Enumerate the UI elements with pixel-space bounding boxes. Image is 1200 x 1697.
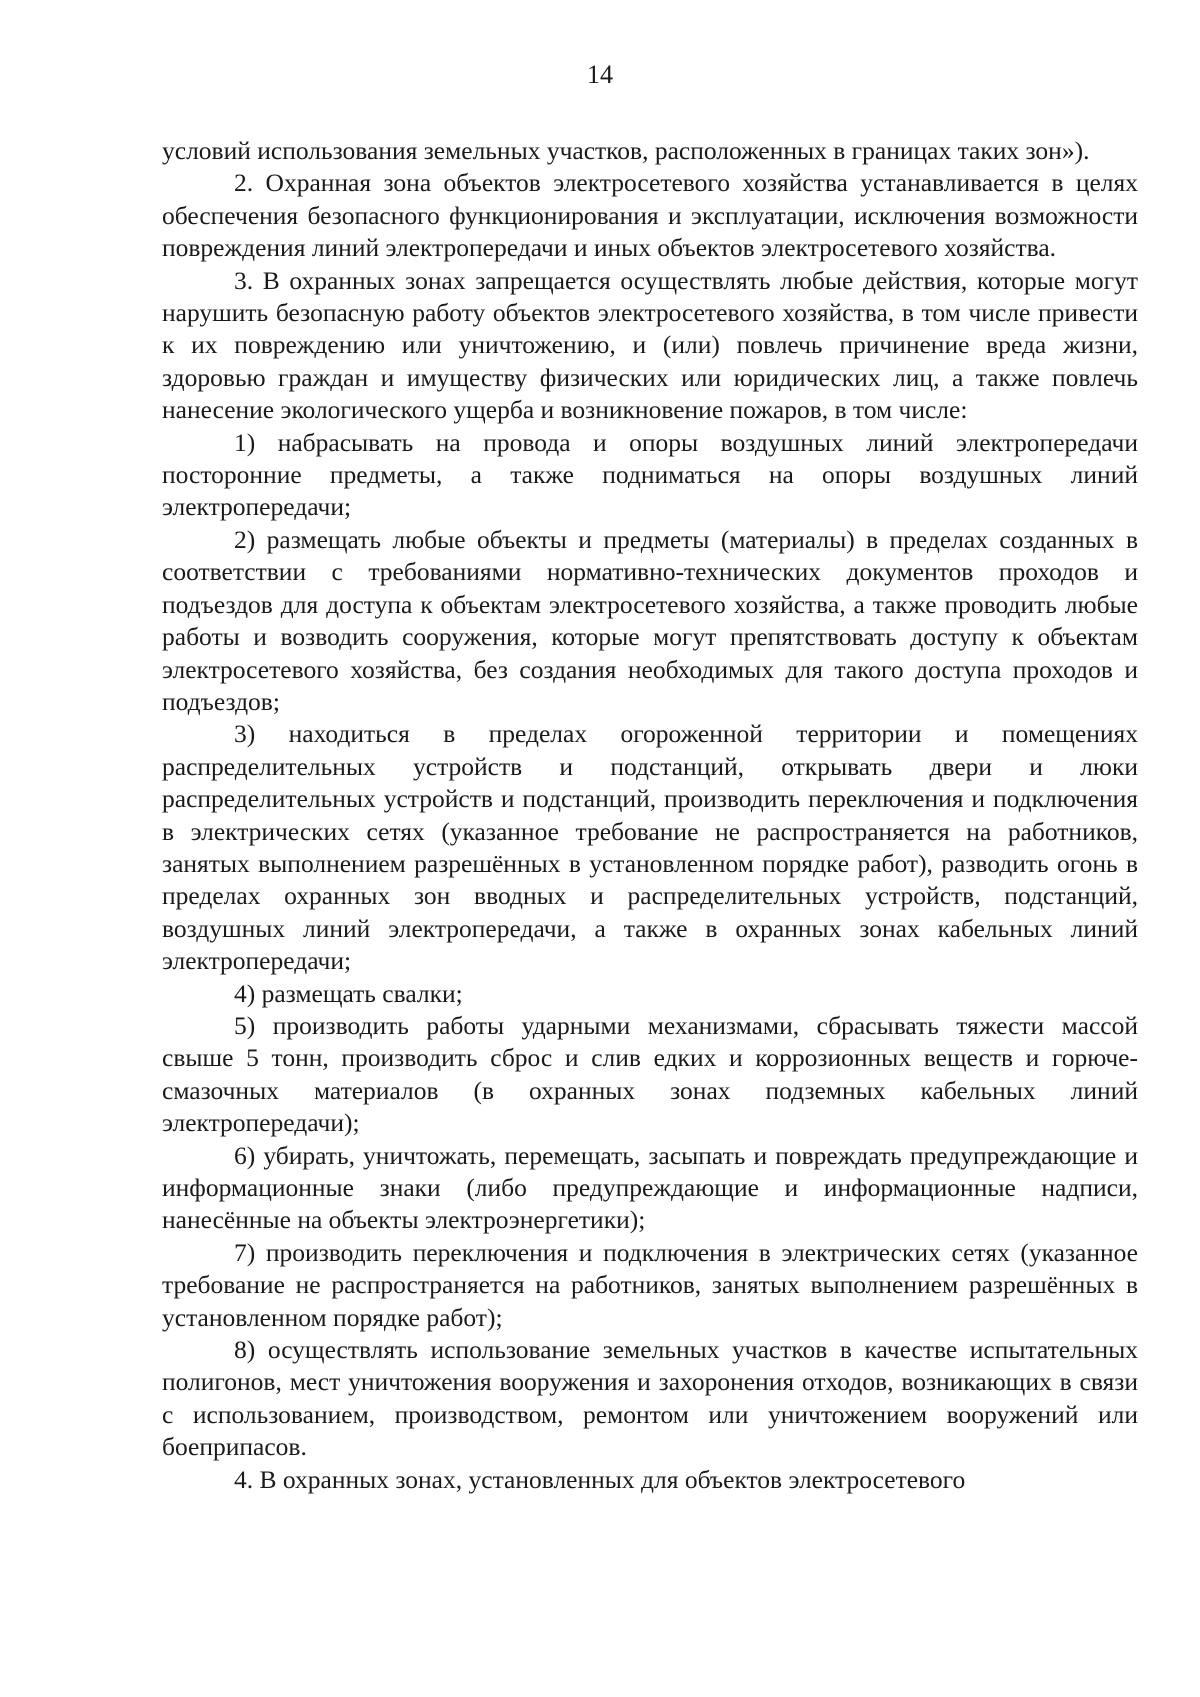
paragraph-item-8: 8) осуществлять использование земельных участков в качестве испытательных полигонов, мест уничтожения вооружения и захоронения отходов, возникающих в связи с использованием, производством, ремонтом или уничтожением вооружений или боеприпасов. (162, 1335, 1138, 1462)
paragraph-clause-2: 2. Охранная зона объектов электросетевого хозяйства устанавливается в целях обеспечения безопасного функционирования и эксплуатации, исключения возможности повреждения линий электропередачи и иных объектов электросетевого хозяйства. (162, 168, 1138, 263)
paragraph-item-2: 2) размещать любые объекты и предметы (материалы) в пределах созданных в соответствии с требованиями нормативно-технических документов проходов и подъездов для доступа к объектам электросетевого хозяйства, а также проводить любые работы и возводить сооружения, которые могут препятствовать доступу к объектам электросетевого хозяйства, без создания необходимых для такого доступа проходов и подъездов; (162, 524, 1138, 716)
paragraph-item-4: 4) размещать свалки; (234, 978, 463, 1008)
paragraph-item-1: 1) набрасывать на провода и опоры воздушных линий электропередачи посторонние предметы, а также подниматься на опоры воздушных линий электропередачи; (162, 427, 1138, 522)
paragraph-item-3: 3) находиться в пределах огороженной территории и помещениях распределительных устройств и подстанций, открывать двери и люки распределительных устройств и подстанций, производить переключения и подключения в электрических сетях (указанное требование не распространяется на работников, занятых выполнением разрешённых в установленном порядке работ), разводить огонь в пределах охранных зон вводных и распределительных устройств, подстанций, воздушных линий электропередачи, а также в охранных зонах кабельных линий электропередачи; (162, 719, 1138, 976)
paragraph-item-6: 6) убирать, уничтожать, перемещать, засыпать и повреждать предупреждающие и информационные знаки (либо предупреждающие и информационные надписи, нанесённые на объекты электроэнергетики); (162, 1140, 1138, 1235)
page-number: 14 (587, 60, 613, 89)
paragraph-item-7: 7) производить переключения и подключения в электрических сетях (указанное требование не распространяется на работников, занятых выполнением разрешённых в установленном порядке работ); (162, 1237, 1138, 1332)
document-body (162, 135, 1138, 1496)
paragraph-item-5: 5) производить работы ударными механизмами, сбрасывать тяжести массой свыше 5 тонн, производить сброс и слив едких и коррозионных веществ и горюче-смазочных материалов (в охранных зонах подземных кабельных линий электропередачи); (162, 1010, 1138, 1138)
paragraph-clause-3: 3. В охранных зонах запрещается осуществлять любые действия, которые могут нарушить безопасную работу объектов электросетевого хозяйства, в том числе привести к их повреждению или уничтожению, и (или) повлечь причинение вреда жизни, здоровью граждан и имуществу физических или юридических лиц, а также повлечь нанесение экологического ущерба и возникновение пожаров, в том числе: (162, 265, 1138, 425)
paragraph-clause-4: 4. В охранных зонах, установленных для объектов электросетевого (234, 1464, 966, 1494)
paragraph-continuation: условий использования земельных участков, расположенных в границах таких зон»). (162, 136, 1090, 165)
